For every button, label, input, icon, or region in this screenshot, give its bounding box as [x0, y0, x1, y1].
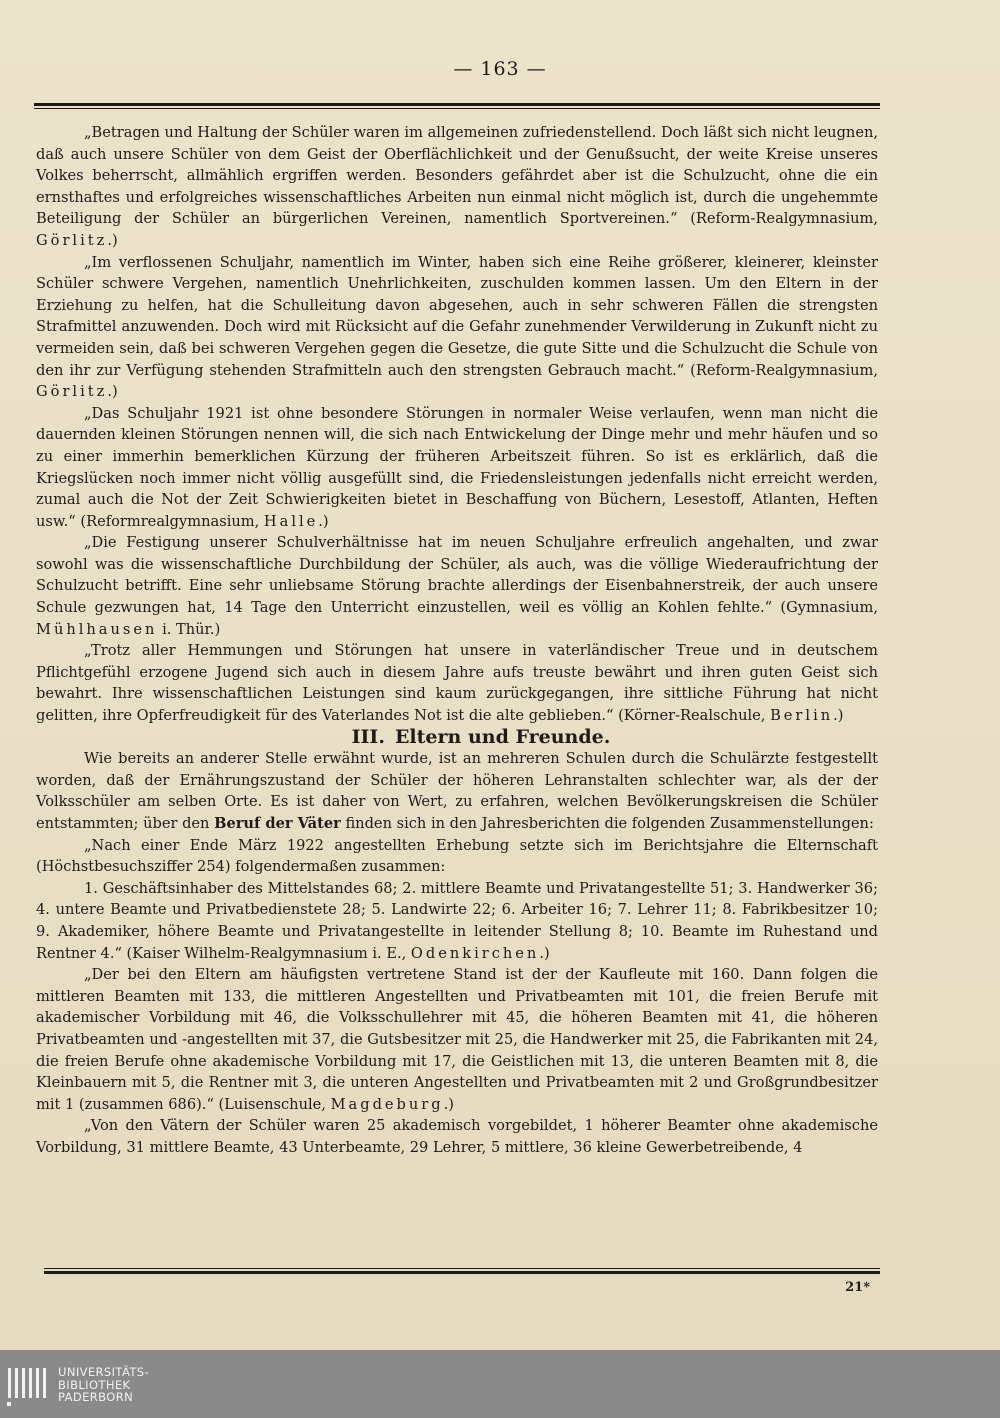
- place-name: Halle: [263, 512, 319, 530]
- library-name: UNIVERSITÄTS- BIBLIOTHEK PADERBORN: [58, 1365, 150, 1404]
- section-paragraph-4: „Der bei den Eltern am häufigsten vertretene Stand ist der der Kaufleute mit 160. Dann folgen die mittleren Beamten mit 133, die mittleren Angestellten und Privatbeamten mit 101, die freien Berufe mit akademischer Vorbildung mit 46, die Volksschullehrer mit 45, die höheren Beamten mit 41, die höheren Privatbeamten und -angestellten mit 37, die Gutsbesitzer mit 25, die Handwerker mit 25, die Fabrikanten mit 24, die freien Berufe ohne akademische Vorbildung mit 17, die Geistlichen mit 13, die unteren Beamten mit 8, die Kleinbauern mit 5, die Rentner mit 3, die unteren Angestellten und Privatbeamten mit 2 und Großgrundbesitzer mit 1 (zusammen 686).“ (Luisenschule, Magdeburg.): [36, 966, 878, 1113]
- place-name: Magdeburg: [330, 1095, 444, 1113]
- section-paragraph-2: „Nach einer Ende März 1922 angestellten Erhebung setzte sich im Berichtsjahre die Elternschaft (Höchstbesuchsziffer 254) folgendermaßen zusammen:: [36, 836, 878, 876]
- body-text: [36, 122, 878, 1159]
- section-paragraph-1: Wie bereits an anderer Stelle erwähnt wurde, ist an mehreren Schulen durch die Schulärzte festgestellt worden, daß der Ernährungszustand der Schüler der höheren Lehranstalten schlechter war, als der der Volksschüler am selben Orte. Es ist daher von Wert, zu erfahren, welchen Bevölkerungskreisen die Schüler entstammten; über den Beruf der Väter finden sich in den Jahresberichten die folgenden Zusammenstellungen:: [36, 750, 878, 832]
- paragraph-2: „Im verflossenen Schuljahr, namentlich im Winter, haben sich eine Reihe größerer, kleinerer, kleinster Schüler schwere Vergehen, namentlich Unehrlichkeiten, zuschulden kommen lassen. Um den Eltern in der Erziehung zu helfen, hat die Schulleitung davon abgesehen, auch in sehr schweren Fällen die strengsten Strafmittel anzuwenden. Doch wird mit Rücksicht auf die Gefahr zunehmender Verwilderung in Zukunft nicht zu vermeiden sein, daß bei schweren Vergehen gegen die Gesetze, die gute Sitte und die Schulzucht die Schule von den ihr zur Verfügung stehenden Strafmitteln auch den strengsten Gebrauch macht.“ (Reform-Realgymnasium, Görlitz.): [36, 253, 878, 401]
- signature-mark: 21*: [845, 1280, 870, 1295]
- place-name: Berlin: [770, 707, 834, 725]
- page-number: — 163 —: [453, 58, 547, 80]
- section-title: Eltern und Freunde.: [394, 725, 611, 748]
- place-name: Görlitz: [36, 231, 108, 249]
- header-rule: [34, 103, 880, 109]
- section-paragraph-5: „Von den Vätern der Schüler waren 25 akademisch vorgebildet, 1 höherer Beamter ohne akademische Vorbildung, 31 mittlere Beamte, 43 Unterbeamte, 29 Lehrer, 5 mittlere, 36 kleine Gewerbetreibende, 4: [36, 1117, 878, 1156]
- paragraph-1: „Betragen und Haltung der Schüler waren im allgemeinen zufriedenstellend. Doch läßt sich nicht leugnen, daß auch unsere Schüler von dem Geist der Oberflächlichkeit und der Genußsucht, der weite Kreise unseres Volkes beherrscht, allmählich ergriffen werden. Besonders gefährdet aber ist die Schulzucht, ohne die ein ernsthaftes und erfolgreiches wissenschaftliches Arbeiten nun einmal nicht möglich ist, durch die ungehemmte Beteiligung der Schüler an bürgerlichen Vereinen, namentlich Sportvereinen.“ (Reform-Realgymnasium, Görlitz.): [36, 124, 878, 249]
- paragraph-4: „Die Festigung unserer Schulverhältnisse hat im neuen Schuljahre erfreulich angehalten, und zwar sowohl was die wissenschaftliche Durchbildung der Schüler, als auch, was die völlige Wiederaufrichtung der Schulzucht betrifft. Eine sehr unliebsame Störung brachte allerdings der Eisenbahnerstreik, der auch unsere Schule gezwungen hat, 14 Tage den Unterricht einzustellen, weil es völlig an Kohlen fehlte.“ (Gymnasium, Mühlhausen i. Thür.): [36, 534, 878, 638]
- place-name: Mühlhausen: [36, 620, 158, 638]
- library-logo-icon: [4, 1362, 52, 1410]
- emphasis-text: Beruf der Väter: [214, 815, 341, 832]
- place-name: Odenkirchen: [410, 944, 540, 962]
- paragraph-5: „Trotz aller Hemmungen und Störungen hat unsere in vaterländischer Treue und in deutschem Pflichtgefühl erzogene Jugend sich auch in diesem Jahre aufs treuste bewährt und ihren guten Geist sich bewahrt. Ihre wissenschaftlichen Leistungen sind kaum zurückgegangen, ihre sittliche Führung hat nicht gelitten, ihre Opferfreudigkeit für des Vaterlandes Not ist die alte geblieben.“ (Körner-Realschule, Berlin.): [36, 642, 878, 725]
- place-name: Görlitz: [36, 383, 108, 401]
- section-heading: [36, 727, 878, 749]
- section-number: III.: [351, 725, 385, 748]
- paragraph-3: „Das Schuljahr 1921 ist ohne besondere Störungen in normaler Weise verlaufen, wenn man nicht die dauernden kleinen Störungen nennen will, die sich nach Entwickelung der Dinge mehr und mehr häufen und so zu einer immerhin bemerklichen Kürzung der früheren Arbeitszeit führen. So ist es erklärlich, daß die Kriegslücken noch immer nicht völlig ausgefüllt sind, die Friedensleistungen jedenfalls nicht erreicht werden, zumal auch die Not der Zeit Schwierigkeiten bietet in Beschaffung von Büchern, Lesestoff, Atlanten, Heften usw.“ (Reformrealgymnasium, Halle.): [36, 404, 878, 530]
- library-footer: [0, 1350, 1000, 1418]
- footer-rule: [44, 1268, 880, 1274]
- section-paragraph-3: 1. Geschäftsinhaber des Mittelstandes 68; 2. mittlere Beamte und Privatangestellte 51; 3. Handwerker 36; 4. untere Beamte und Privatbedienstete 28; 5. Landwirte 22; 6. Arbeiter 16; 7. Lehrer 11; 8. Fabrikbesitzer 10; 9. Akademiker, höhere Beamte und Privatangestellte in leitender Stellung 8; 10. Beamte im Ruhestand und Rentner 4.“ (Kaiser Wilhelm-Realgymnasium i. E., Odenkirchen.): [36, 879, 878, 962]
